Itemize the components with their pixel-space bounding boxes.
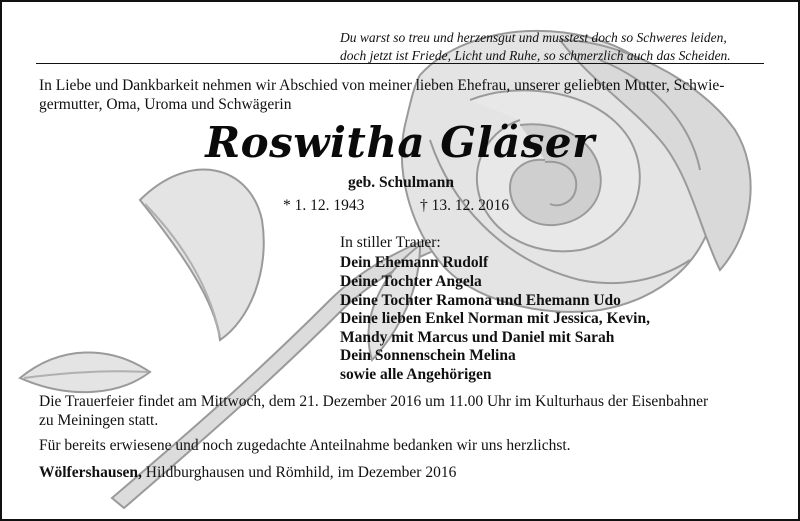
birth-date: * 1. 12. 1943 — [283, 197, 365, 214]
mourner-line: Dein Ehemann Rudolf — [340, 254, 489, 271]
place-date-line — [39, 463, 456, 482]
mourner-line: Deine lieben Enkel Norman mit Jessica, Kevin, — [340, 310, 650, 327]
funeral-line-2: zu Meiningen statt. — [39, 412, 159, 429]
funeral-line-1: Die Trauerfeier findet am Mittwoch, dem 21. Dezember 2016 um 11.00 Uhr im Kulturhaus der Eisenbahner — [39, 393, 709, 410]
deceased-name: Roswitha Gläser — [205, 118, 595, 167]
intro-line-2: germutter, Oma, Uroma und Schwägerin — [39, 96, 292, 113]
place-bold: Wölfershausen, — [39, 464, 142, 481]
quote-line-2: doch jetzt ist Friede, Licht und Ruhe, so schmerzlich auch das Scheiden. — [340, 48, 731, 63]
mourner-line: sowie alle Angehörigen — [340, 366, 492, 383]
top-divider — [36, 63, 764, 64]
thanks-line: Für bereits erwiesene und noch zugedachte Anteilnahme bedanken wir uns herzlichst. — [39, 437, 571, 454]
death-date: † 13. 12. 2016 — [420, 197, 510, 214]
mourner-line: Dein Sonnenschein Melina — [340, 347, 516, 364]
quote-line-1: Du warst so treu und herzensgut und musstest doch so Schweres leiden, — [340, 30, 727, 45]
mourner-line: Mandy mit Marcus und Daniel mit Sarah — [340, 329, 615, 346]
intro-line-1: In Liebe und Dankbarkeit nehmen wir Abschied von meiner lieben Ehefrau, unserer geliebten Mutter, Schwie- — [39, 77, 725, 94]
place-rest: Hildburghausen und Römhild, im Dezember 2016 — [141, 464, 457, 481]
mourner-line: Deine Tochter Angela — [340, 273, 482, 290]
maiden-name: geb. Schulmann — [348, 174, 454, 191]
mourning-heading: In stiller Trauer: — [340, 234, 441, 251]
mourner-line: Deine Tochter Ramona und Ehemann Udo — [340, 292, 621, 309]
